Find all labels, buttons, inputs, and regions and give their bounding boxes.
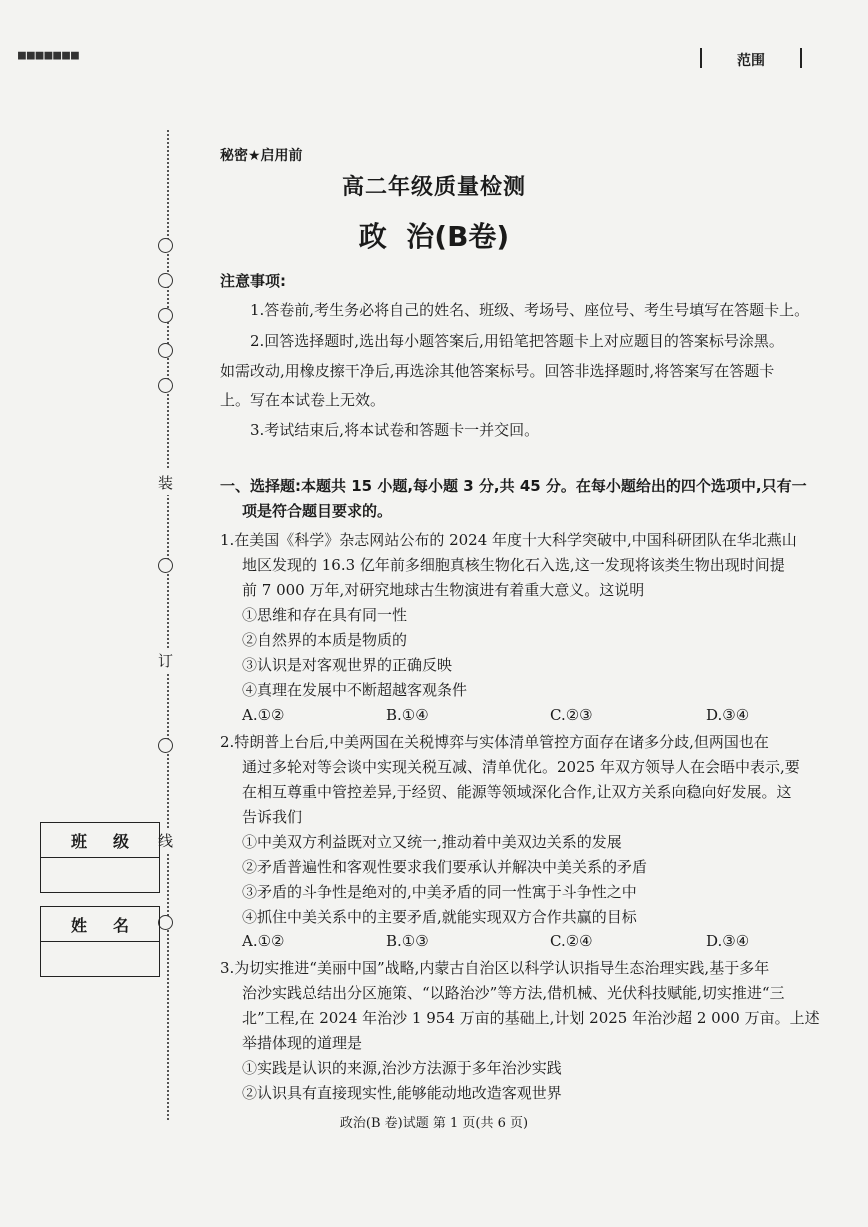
q3-item: ①实践是认识的来源,治沙方法源于多年治沙实践 <box>242 1059 562 1077</box>
class-box <box>40 822 160 893</box>
q1-stem: 1.在美国《科学》杂志网站公布的 2024 年度十大科学突破中,中国科研团队在华北燕山 <box>220 531 797 549</box>
subject-title: 政 治(B卷) <box>358 220 510 253</box>
q1-option-c[interactable]: C.②③ <box>550 706 593 724</box>
q2-item: ①中美双方利益既对立又统一,推动着中美双边关系的发展 <box>242 833 622 851</box>
binding-char-zhuang: 装 <box>158 470 173 495</box>
notice-line: 如需改动,用橡皮擦干净后,再选涂其他答案标号。回答非选择题时,将答案写在答题卡 <box>220 362 775 380</box>
secret-mark: 秘密★启用前 <box>220 148 303 164</box>
q1-stem: 地区发现的 16.3 亿年前多细胞真核生物化石入选,这一发现将该类生物出现时间提 <box>242 556 785 574</box>
q2-stem: 通过多轮对等会谈中实现关税互减、清单优化。2025 年双方领导人在会晤中表示,要 <box>242 758 800 776</box>
q1-stem: 前 7 000 万年,对研究地球古生物演进有着重大意义。这说明 <box>242 581 645 599</box>
binding-hole <box>158 308 173 323</box>
q2-item: ④抓住中美关系中的主要矛盾,就能实现双方合作共赢的目标 <box>242 908 637 926</box>
class-field[interactable] <box>41 858 159 892</box>
notice-line: 上。写在本试卷上无效。 <box>220 391 386 409</box>
q1-option-b[interactable]: B.①④ <box>386 706 429 724</box>
section-heading: 一、选择题:本题共 15 小题,每小题 3 分,共 45 分。在每小题给出的四个选项中,只有一 <box>220 477 807 495</box>
q2-stem: 2.特朗普上台后,中美两国在关税博弈与实体清单管控方面存在诸多分歧,但两国也在 <box>220 733 769 751</box>
q2-option-a[interactable]: A.①② <box>242 932 285 950</box>
q2-item: ③矛盾的斗争性是绝对的,中美矛盾的同一性寓于斗争性之中 <box>242 883 637 901</box>
q1-option-d[interactable]: D.③④ <box>706 706 750 724</box>
binding-hole <box>158 273 173 288</box>
binding-hole <box>158 915 173 930</box>
q2-stem: 告诉我们 <box>242 808 303 826</box>
binding-hole <box>158 558 173 573</box>
binding-hole <box>158 738 173 753</box>
binding-char-xian: 线 <box>158 828 173 853</box>
scan-bar <box>800 48 802 68</box>
q3-stem: 3.为切实推进“美丽中国”战略,内蒙古自治区以科学认识指导生态治理实践,基于多年 <box>220 959 770 977</box>
section-heading: 项是符合题目要求的。 <box>242 502 393 520</box>
binding-char-ding: 订 <box>158 648 173 673</box>
notice-line: 1.答卷前,考生务必将自己的姓名、班级、考场号、座位号、考生号填写在答题卡上。 <box>250 301 810 319</box>
class-label: 班级 <box>41 823 159 858</box>
q2-item: ②矛盾普遍性和客观性要求我们要承认并解决中美关系的矛盾 <box>242 858 648 876</box>
q1-item: ②自然界的本质是物质的 <box>242 631 408 649</box>
notice-line: 3.考试结束后,将本试卷和答题卡一并交回。 <box>250 421 540 439</box>
q2-option-c[interactable]: C.②④ <box>550 932 593 950</box>
q3-stem: 治沙实践总结出分区施策、“以路治沙”等方法,借机械、光伏科技赋能,切实推进“三 <box>242 984 785 1002</box>
exam-title: 高二年级质量检测 <box>341 175 526 200</box>
scan-bar <box>700 48 702 68</box>
q1-option-a[interactable]: A.①② <box>242 706 285 724</box>
q1-item: ①思维和存在具有同一性 <box>242 606 408 624</box>
page-footer: 政治(B 卷)试题 第 1 页(共 6 页) <box>339 1116 529 1131</box>
name-box <box>40 906 160 977</box>
q1-item: ③认识是对客观世界的正确反映 <box>242 656 453 674</box>
q2-option-d[interactable]: D.③④ <box>706 932 750 950</box>
q3-stem: 举措体现的道理是 <box>242 1034 363 1052</box>
notice-heading: 注意事项: <box>220 272 286 290</box>
name-field[interactable] <box>41 942 159 976</box>
q3-item: ②认识具有直接现实性,能够能动地改造客观世界 <box>242 1084 562 1102</box>
q2-option-b[interactable]: B.①③ <box>386 932 429 950</box>
scan-header-left: ■■■■■■■ <box>18 48 80 63</box>
notice-line: 2.回答选择题时,选出每小题答案后,用铅笔把答题卡上对应题目的答案标号涂黑。 <box>250 332 784 350</box>
q1-item: ④真理在发展中不断超越客观条件 <box>242 681 468 699</box>
binding-hole <box>158 378 173 393</box>
name-label: 姓名 <box>41 907 159 942</box>
q2-stem: 在相互尊重中管控差异,于经贸、能源等领域深化合作,让双方关系向稳向好发展。这 <box>242 783 792 801</box>
scan-header-right: 范围 <box>737 53 765 69</box>
binding-hole <box>158 343 173 358</box>
q3-stem: 北”工程,在 2024 年治沙 1 954 万亩的基础上,计划 2025 年治沙超 2 000 万亩。上述 <box>242 1009 820 1027</box>
